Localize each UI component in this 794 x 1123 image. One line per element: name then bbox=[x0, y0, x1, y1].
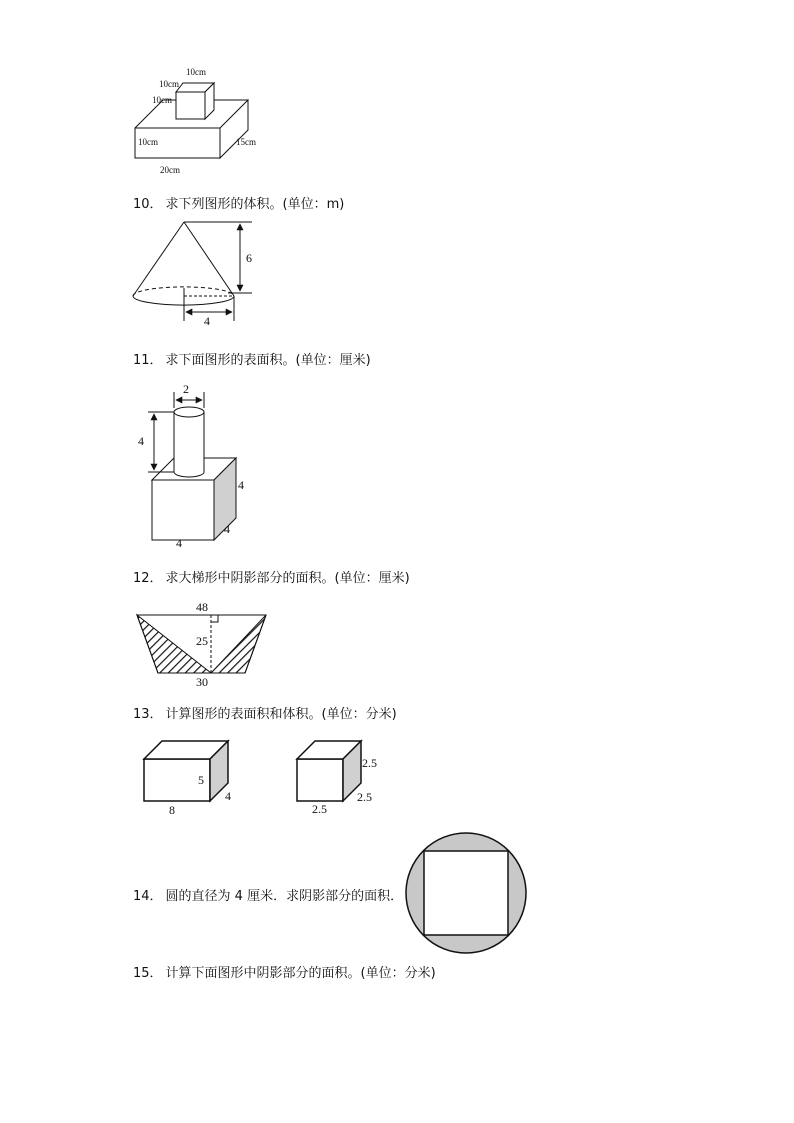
question-text: 求下列图形的体积。(单位：m) bbox=[165, 197, 345, 212]
label-cylinder-diameter: 2 bbox=[183, 382, 189, 396]
label-top-base: 48 bbox=[196, 600, 208, 614]
question-text: 求下面图形的表面积。(单位：厘米) bbox=[165, 353, 371, 368]
question-number: 11． bbox=[133, 353, 163, 368]
question-13 bbox=[133, 703, 397, 722]
question-number: 13． bbox=[133, 707, 163, 722]
label-height: 25 bbox=[196, 634, 208, 648]
label-cube-depth: 4 bbox=[224, 522, 230, 536]
label-cube-length: 2.5 bbox=[312, 802, 327, 816]
question-text: 计算下面图形中阴影部分的面积。(单位：分米) bbox=[165, 966, 436, 981]
question-11 bbox=[133, 349, 371, 368]
label-cone-radius: 4 bbox=[204, 314, 210, 328]
figure-circle-with-square bbox=[403, 830, 529, 956]
label-cuboid-height: 5 bbox=[198, 773, 204, 787]
label-top-width: 10cm bbox=[159, 79, 179, 89]
label-cylinder-height: 4 bbox=[138, 434, 144, 448]
question-text: 计算图形的表面积和体积。(单位：分米) bbox=[165, 707, 397, 722]
question-12 bbox=[133, 567, 410, 586]
label-base-length: 20cm bbox=[160, 165, 180, 175]
label-top-length: 10cm bbox=[186, 67, 206, 77]
question-14 bbox=[133, 885, 403, 904]
figure-cylinder-on-cube bbox=[134, 378, 264, 552]
label-cube-depth: 2.5 bbox=[357, 790, 372, 804]
question-number: 15． bbox=[133, 966, 163, 981]
label-base-height: 10cm bbox=[138, 137, 158, 147]
question-10 bbox=[133, 193, 344, 212]
question-number: 12． bbox=[133, 571, 163, 586]
figure-cuboid bbox=[138, 733, 248, 819]
question-number: 10． bbox=[133, 197, 163, 212]
figure-trapezoid bbox=[132, 598, 272, 690]
label-cone-height: 6 bbox=[246, 251, 252, 265]
label-cube-width: 4 bbox=[176, 536, 182, 550]
question-number: 14． bbox=[133, 889, 163, 904]
label-cuboid-width: 4 bbox=[225, 789, 231, 803]
figure-cube bbox=[292, 733, 392, 819]
figure-stacked-boxes bbox=[130, 62, 270, 180]
label-bottom-base: 30 bbox=[196, 675, 208, 689]
label-top-height: 10cm bbox=[152, 95, 172, 105]
label-cube-height: 2.5 bbox=[362, 756, 377, 770]
question-text: 求大梯形中阴影部分的面积。(单位：厘米) bbox=[165, 571, 410, 586]
question-text: 圆的直径为 4 厘米．求阴影部分的面积． bbox=[165, 889, 404, 904]
question-15 bbox=[133, 962, 436, 981]
label-cube-height: 4 bbox=[238, 478, 244, 492]
label-base-depth: 15cm bbox=[236, 137, 256, 147]
figure-cone bbox=[128, 216, 268, 330]
label-cuboid-length: 8 bbox=[169, 803, 175, 817]
